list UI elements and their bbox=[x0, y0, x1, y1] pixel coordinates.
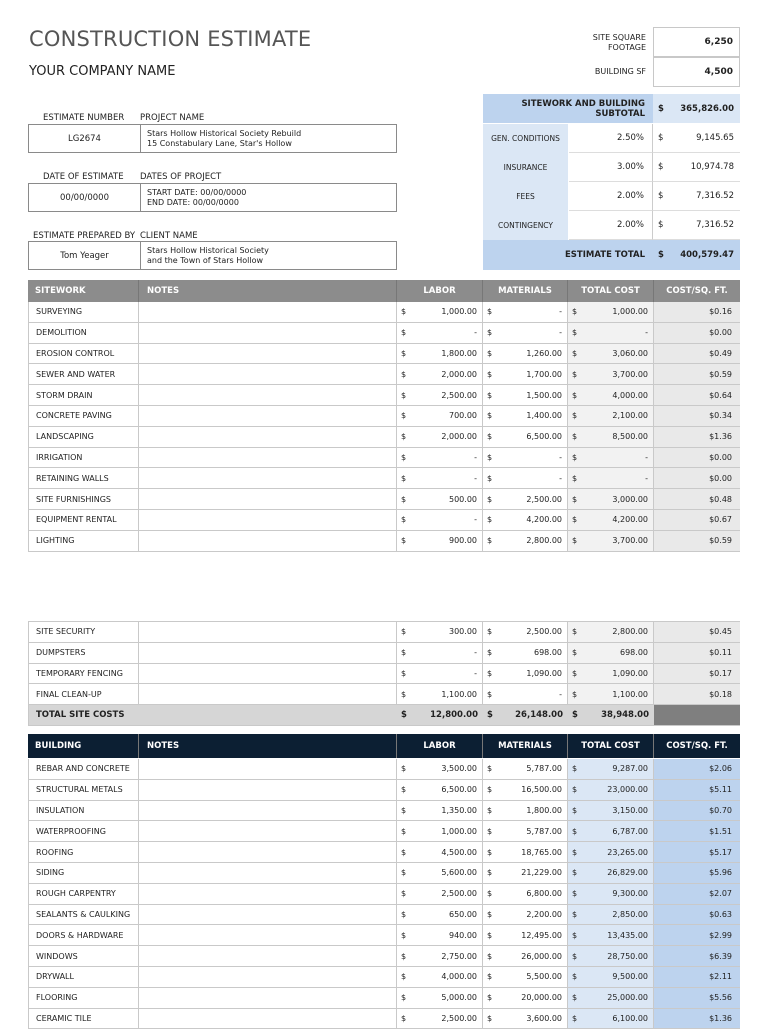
row-cost-sqft: $5.96 bbox=[654, 863, 740, 883]
table-row bbox=[28, 684, 740, 705]
row-item: INSULATION bbox=[28, 801, 139, 821]
row-materials[interactable]: $ 26,000.00 bbox=[483, 946, 568, 966]
row-cost-sqft: $2.06 bbox=[654, 759, 740, 779]
summary-row-pct[interactable]: 3.00% bbox=[569, 153, 653, 182]
client-name-label: CLIENT NAME bbox=[140, 231, 198, 241]
row-total: $ 9,300.00 bbox=[568, 884, 654, 904]
row-item: LANDSCAPING bbox=[28, 427, 139, 447]
row-item: DOORS & HARDWARE bbox=[28, 925, 139, 945]
row-notes[interactable] bbox=[139, 448, 397, 468]
row-cost-sqft: $0.59 bbox=[654, 364, 740, 384]
row-item: WATERPROOFING bbox=[28, 821, 139, 841]
summary-row bbox=[483, 211, 740, 240]
summary-row-name: FEES bbox=[483, 182, 569, 211]
row-labor[interactable]: $ - bbox=[397, 510, 483, 530]
row-cost-sqft: $0.49 bbox=[654, 344, 740, 364]
row-total: $ 3,060.00 bbox=[568, 344, 654, 364]
row-cost-sqft: $0.34 bbox=[654, 406, 740, 426]
estimate-number-field[interactable]: LG2674 bbox=[29, 125, 141, 152]
row-notes[interactable] bbox=[139, 468, 397, 488]
summary-row-name: CONTINGENCY bbox=[483, 211, 569, 240]
row-cost-sqft: $1.51 bbox=[654, 821, 740, 841]
row-cost-sqft: $0.70 bbox=[654, 801, 740, 821]
row-total: $ - bbox=[568, 468, 654, 488]
row-labor[interactable]: $ 1,000.00 bbox=[397, 302, 483, 322]
row-labor[interactable]: $ 1,350.00 bbox=[397, 801, 483, 821]
row-cost-sqft: $0.00 bbox=[654, 448, 740, 468]
row-notes[interactable] bbox=[139, 406, 397, 426]
row-total: $ - bbox=[568, 448, 654, 468]
col-cost-sqft: COST/SQ. FT. bbox=[666, 741, 728, 751]
total-site-costs-row bbox=[28, 705, 740, 726]
table-row bbox=[28, 842, 740, 863]
row-cost-sqft: $5.11 bbox=[654, 780, 740, 800]
date-estimate-field[interactable]: 00/00/0000 bbox=[29, 184, 141, 211]
row-item: EQUIPMENT RENTAL bbox=[28, 510, 139, 530]
row-labor[interactable]: $ 4,000.00 bbox=[397, 967, 483, 987]
table-row bbox=[28, 622, 740, 643]
row-item: WINDOWS bbox=[28, 946, 139, 966]
dates-project-field[interactable]: START DATE: 00/00/0000 END DATE: 00/00/0000 bbox=[147, 187, 247, 207]
row-notes[interactable] bbox=[139, 344, 397, 364]
summary-total-row bbox=[483, 240, 740, 270]
row-cost-sqft: $2.99 bbox=[654, 925, 740, 945]
row-notes[interactable] bbox=[139, 684, 397, 704]
row-item: SEWER AND WATER bbox=[28, 364, 139, 384]
table-row bbox=[28, 946, 740, 967]
row-cost-sqft: $1.36 bbox=[654, 1009, 740, 1029]
table-row bbox=[28, 468, 740, 489]
summary-row-name: GEN. CONDITIONS bbox=[483, 124, 569, 153]
prepared-client-box bbox=[28, 241, 397, 270]
row-item: REBAR AND CONCRETE bbox=[28, 759, 139, 779]
col-labor: LABOR bbox=[397, 280, 483, 302]
col-materials: MATERIALS bbox=[483, 734, 568, 758]
col-notes: NOTES bbox=[139, 280, 397, 302]
summary-row bbox=[483, 153, 740, 182]
row-notes[interactable] bbox=[139, 780, 397, 800]
row-labor[interactable]: $ 500.00 bbox=[397, 489, 483, 509]
row-total: $ - bbox=[568, 323, 654, 343]
row-labor[interactable]: $ - bbox=[397, 643, 483, 663]
row-item: STRUCTURAL METALS bbox=[28, 780, 139, 800]
row-materials[interactable]: $ 4,200.00 bbox=[483, 510, 568, 530]
row-notes[interactable] bbox=[139, 905, 397, 925]
row-item: FLOORING bbox=[28, 988, 139, 1008]
row-materials[interactable]: $ - bbox=[483, 448, 568, 468]
row-cost-sqft: $1.36 bbox=[654, 427, 740, 447]
sitework-header bbox=[28, 280, 740, 302]
date-estimate-label: DATE OF ESTIMATE bbox=[43, 172, 124, 182]
row-item: DRYWALL bbox=[28, 967, 139, 987]
building-sf-value[interactable]: 4,500 bbox=[653, 57, 740, 87]
row-notes[interactable] bbox=[139, 510, 397, 530]
row-materials[interactable]: $ 2,800.00 bbox=[483, 531, 568, 551]
project-name-field[interactable]: Stars Hollow Historical Society Rebuild 15 Constabulary Lane, Star's Hollow bbox=[147, 128, 302, 148]
table-row bbox=[28, 643, 740, 664]
col-labor: LABOR bbox=[397, 734, 483, 758]
row-total: $ 23,000.00 bbox=[568, 780, 654, 800]
row-total: $ 6,100.00 bbox=[568, 1009, 654, 1029]
row-notes[interactable] bbox=[139, 664, 397, 684]
row-notes[interactable] bbox=[139, 946, 397, 966]
row-labor[interactable]: $ 1,000.00 bbox=[397, 821, 483, 841]
row-materials[interactable]: $ 2,500.00 bbox=[483, 489, 568, 509]
row-cost-sqft: $0.00 bbox=[654, 323, 740, 343]
table-row bbox=[28, 510, 740, 531]
summary-subtotal-row bbox=[483, 94, 740, 123]
company-name: YOUR COMPANY NAME bbox=[29, 64, 176, 79]
table-row bbox=[28, 821, 740, 842]
row-total: $ 8,500.00 bbox=[568, 427, 654, 447]
row-notes[interactable] bbox=[139, 821, 397, 841]
row-labor[interactable]: $ 1,800.00 bbox=[397, 344, 483, 364]
col-sitework: SITEWORK bbox=[28, 280, 139, 302]
row-notes[interactable] bbox=[139, 884, 397, 904]
row-item: DUMPSTERS bbox=[28, 643, 139, 663]
row-materials[interactable]: $ 1,700.00 bbox=[483, 364, 568, 384]
summary-row-value: $ 9,145.65 bbox=[653, 124, 740, 153]
subtotal-label: SITEWORK AND BUILDING SUBTOTAL bbox=[521, 98, 645, 119]
row-labor[interactable]: $ 3,500.00 bbox=[397, 759, 483, 779]
row-notes[interactable] bbox=[139, 801, 397, 821]
row-materials[interactable]: $ - bbox=[483, 302, 568, 322]
row-total: $ 23,265.00 bbox=[568, 842, 654, 862]
row-cost-sqft: $0.00 bbox=[654, 468, 740, 488]
table-row bbox=[28, 925, 740, 946]
row-materials[interactable]: $ 2,500.00 bbox=[483, 622, 568, 642]
row-total: $ 1,090.00 bbox=[568, 664, 654, 684]
row-cost-sqft: $0.64 bbox=[654, 385, 740, 405]
sitework-rows-continued bbox=[28, 621, 740, 705]
sitework-rows bbox=[28, 302, 740, 552]
row-notes[interactable] bbox=[139, 302, 397, 322]
col-total-cost: TOTAL COST bbox=[568, 280, 654, 302]
row-labor[interactable]: $ - bbox=[397, 323, 483, 343]
table-row bbox=[28, 448, 740, 469]
table-row bbox=[28, 884, 740, 905]
row-notes[interactable] bbox=[139, 759, 397, 779]
estimate-number-label: ESTIMATE NUMBER bbox=[43, 113, 125, 123]
row-item: DEMOLITION bbox=[28, 323, 139, 343]
row-materials[interactable]: $ 1,400.00 bbox=[483, 406, 568, 426]
row-cost-sqft: $0.48 bbox=[654, 489, 740, 509]
col-building: BUILDING bbox=[28, 734, 139, 758]
row-total: $ 6,787.00 bbox=[568, 821, 654, 841]
row-total: $ 3,700.00 bbox=[568, 364, 654, 384]
row-cost-sqft: $5.17 bbox=[654, 842, 740, 862]
row-total: $ 9,500.00 bbox=[568, 967, 654, 987]
table-row bbox=[28, 988, 740, 1009]
row-total: $ 2,100.00 bbox=[568, 406, 654, 426]
row-labor[interactable]: $ - bbox=[397, 448, 483, 468]
row-notes[interactable] bbox=[139, 988, 397, 1008]
row-item: RETAINING WALLS bbox=[28, 468, 139, 488]
prepared-by-field[interactable]: Tom Yeager bbox=[29, 242, 141, 269]
row-cost-sqft: $0.11 bbox=[654, 643, 740, 663]
row-notes[interactable] bbox=[139, 643, 397, 663]
table-row bbox=[28, 344, 740, 365]
row-labor[interactable]: $ 5,600.00 bbox=[397, 863, 483, 883]
row-materials[interactable]: $ 2,200.00 bbox=[483, 905, 568, 925]
row-labor[interactable]: $ - bbox=[397, 664, 483, 684]
total-materials: $ 26,148.00 bbox=[487, 710, 563, 720]
row-notes[interactable] bbox=[139, 489, 397, 509]
row-item: CERAMIC TILE bbox=[28, 1009, 139, 1029]
row-labor[interactable]: $ 940.00 bbox=[397, 925, 483, 945]
row-cost-sqft: $0.45 bbox=[654, 622, 740, 642]
total-labor: $ 12,800.00 bbox=[401, 710, 478, 720]
row-labor[interactable]: $ 900.00 bbox=[397, 531, 483, 551]
col-materials: MATERIALS bbox=[483, 280, 568, 302]
row-item: TEMPORARY FENCING bbox=[28, 664, 139, 684]
row-item: IRRIGATION bbox=[28, 448, 139, 468]
row-notes[interactable] bbox=[139, 863, 397, 883]
document-title: CONSTRUCTION ESTIMATE bbox=[29, 27, 312, 51]
row-cost-sqft: $0.17 bbox=[654, 664, 740, 684]
summary-row bbox=[483, 124, 740, 153]
row-notes[interactable] bbox=[139, 364, 397, 384]
row-materials[interactable]: $ 698.00 bbox=[483, 643, 568, 663]
table-row bbox=[28, 759, 740, 780]
row-item: STORM DRAIN bbox=[28, 385, 139, 405]
table-row bbox=[28, 967, 740, 988]
row-total: $ 3,700.00 bbox=[568, 531, 654, 551]
row-notes[interactable] bbox=[139, 427, 397, 447]
row-cost-sqft: $6.39 bbox=[654, 946, 740, 966]
table-row bbox=[28, 427, 740, 448]
table-row bbox=[28, 780, 740, 801]
table-row bbox=[28, 801, 740, 822]
table-row bbox=[28, 323, 740, 344]
table-row bbox=[28, 302, 740, 323]
row-total: $ 698.00 bbox=[568, 643, 654, 663]
row-labor[interactable]: $ 2,500.00 bbox=[397, 385, 483, 405]
row-cost-sqft: $0.59 bbox=[654, 531, 740, 551]
col-notes: NOTES bbox=[139, 734, 397, 758]
row-cost-sqft: $0.18 bbox=[654, 684, 740, 704]
total-cost: $ 38,948.00 bbox=[572, 710, 649, 720]
estimate-total-label: ESTIMATE TOTAL bbox=[565, 250, 645, 260]
building-sf-label: BUILDING SF bbox=[594, 67, 646, 76]
row-item: SITE FURNISHINGS bbox=[28, 489, 139, 509]
row-materials[interactable]: $ 16,500.00 bbox=[483, 780, 568, 800]
row-notes[interactable] bbox=[139, 385, 397, 405]
summary-row-pct[interactable]: 2.00% bbox=[569, 211, 653, 240]
prepared-by-label: ESTIMATE PREPARED BY bbox=[33, 231, 136, 241]
sitework-total bbox=[28, 705, 740, 726]
row-materials[interactable]: $ - bbox=[483, 684, 568, 704]
table-row bbox=[28, 905, 740, 926]
table-row bbox=[28, 664, 740, 685]
table-row bbox=[28, 1009, 740, 1029]
table-row bbox=[28, 863, 740, 884]
table-row bbox=[28, 489, 740, 510]
building-rows bbox=[28, 759, 740, 1029]
row-item: SEALANTS & CAULKING bbox=[28, 905, 139, 925]
row-notes[interactable] bbox=[139, 622, 397, 642]
row-labor[interactable]: $ 650.00 bbox=[397, 905, 483, 925]
row-materials[interactable]: $ 6,500.00 bbox=[483, 427, 568, 447]
site-sf-label: SITE SQUARE FOOTAGE bbox=[592, 33, 646, 52]
row-item: SITE SECURITY bbox=[28, 622, 139, 642]
dates-box bbox=[28, 183, 397, 212]
estimate-project-box bbox=[28, 124, 397, 153]
row-notes[interactable] bbox=[139, 323, 397, 343]
row-materials[interactable]: $ 18,765.00 bbox=[483, 842, 568, 862]
project-name-label: PROJECT NAME bbox=[140, 113, 205, 123]
row-item: EROSION CONTROL bbox=[28, 344, 139, 364]
row-notes[interactable] bbox=[139, 1009, 397, 1029]
row-notes[interactable] bbox=[139, 531, 397, 551]
row-materials[interactable]: $ 12,495.00 bbox=[483, 925, 568, 945]
row-cost-sqft: $0.67 bbox=[654, 510, 740, 530]
row-materials[interactable]: $ 21,229.00 bbox=[483, 863, 568, 883]
row-total: $ 28,750.00 bbox=[568, 946, 654, 966]
row-labor[interactable]: $ 2,500.00 bbox=[397, 884, 483, 904]
row-labor[interactable]: $ 1,100.00 bbox=[397, 684, 483, 704]
row-cost-sqft: $0.63 bbox=[654, 905, 740, 925]
row-cost-sqft: $5.56 bbox=[654, 988, 740, 1008]
row-labor[interactable]: $ - bbox=[397, 468, 483, 488]
row-total: $ 9,287.00 bbox=[568, 759, 654, 779]
row-materials[interactable]: $ 1,260.00 bbox=[483, 344, 568, 364]
col-cost-sqft: COST/SQ. FT. bbox=[666, 286, 728, 296]
row-labor[interactable]: $ 2,000.00 bbox=[397, 364, 483, 384]
row-materials[interactable]: $ 5,787.00 bbox=[483, 821, 568, 841]
site-sf-value[interactable]: 6,250 bbox=[653, 27, 740, 57]
summary-row-value: $ 10,974.78 bbox=[653, 153, 740, 182]
summary-row-pct[interactable]: 2.50% bbox=[569, 124, 653, 153]
row-labor[interactable]: $ 2,500.00 bbox=[397, 1009, 483, 1029]
row-notes[interactable] bbox=[139, 967, 397, 987]
row-materials[interactable]: $ 1,500.00 bbox=[483, 385, 568, 405]
row-labor[interactable]: $ 6,500.00 bbox=[397, 780, 483, 800]
row-total: $ 1,100.00 bbox=[568, 684, 654, 704]
client-name-field[interactable]: Stars Hollow Historical Society and the Town of Stars Hollow bbox=[147, 245, 269, 265]
row-total: $ 4,000.00 bbox=[568, 385, 654, 405]
table-row bbox=[28, 531, 740, 552]
row-notes[interactable] bbox=[139, 925, 397, 945]
summary-row-value: $ 7,316.52 bbox=[653, 182, 740, 211]
row-total: $ 3,000.00 bbox=[568, 489, 654, 509]
building-header bbox=[28, 734, 740, 758]
row-cost-sqft: $0.16 bbox=[654, 302, 740, 322]
subtotal-value: $ 365,826.00 bbox=[653, 94, 740, 123]
row-total: $ 25,000.00 bbox=[568, 988, 654, 1008]
row-materials[interactable]: $ 5,500.00 bbox=[483, 967, 568, 987]
summary-row-pct[interactable]: 2.00% bbox=[569, 182, 653, 211]
row-notes[interactable] bbox=[139, 842, 397, 862]
row-total: $ 1,000.00 bbox=[568, 302, 654, 322]
row-materials[interactable]: $ 5,787.00 bbox=[483, 759, 568, 779]
row-labor[interactable]: $ 5,000.00 bbox=[397, 988, 483, 1008]
row-materials[interactable]: $ - bbox=[483, 323, 568, 343]
summary-row-name: INSURANCE bbox=[483, 153, 569, 182]
row-total: $ 2,850.00 bbox=[568, 905, 654, 925]
estimate-total-value: $ 400,579.47 bbox=[653, 240, 740, 270]
row-materials[interactable]: $ 6,800.00 bbox=[483, 884, 568, 904]
row-total: $ 4,200.00 bbox=[568, 510, 654, 530]
row-total: $ 2,800.00 bbox=[568, 622, 654, 642]
row-labor[interactable]: $ 4,500.00 bbox=[397, 842, 483, 862]
col-total-cost: TOTAL COST bbox=[568, 734, 654, 758]
row-labor[interactable]: $ 300.00 bbox=[397, 622, 483, 642]
row-cost-sqft: $2.11 bbox=[654, 967, 740, 987]
row-materials[interactable]: $ 3,600.00 bbox=[483, 1009, 568, 1029]
row-item: ROOFING bbox=[28, 842, 139, 862]
row-labor[interactable]: $ 2,750.00 bbox=[397, 946, 483, 966]
row-materials[interactable]: $ 1,800.00 bbox=[483, 801, 568, 821]
row-total: $ 3,150.00 bbox=[568, 801, 654, 821]
row-item: SIDING bbox=[28, 863, 139, 883]
summary-row-value: $ 7,316.52 bbox=[653, 211, 740, 240]
row-item: FINAL CLEAN-UP bbox=[28, 684, 139, 704]
row-labor[interactable]: $ 2,000.00 bbox=[397, 427, 483, 447]
row-materials[interactable]: $ 20,000.00 bbox=[483, 988, 568, 1008]
row-materials[interactable]: $ - bbox=[483, 468, 568, 488]
row-labor[interactable]: $ 700.00 bbox=[397, 406, 483, 426]
row-item: ROUGH CARPENTRY bbox=[28, 884, 139, 904]
row-item: LIGHTING bbox=[28, 531, 139, 551]
total-sqft-cell bbox=[654, 705, 740, 725]
dates-project-label: DATES OF PROJECT bbox=[140, 172, 222, 182]
row-item: CONCRETE PAVING bbox=[28, 406, 139, 426]
table-row bbox=[28, 364, 740, 385]
table-row bbox=[28, 406, 740, 427]
row-materials[interactable]: $ 1,090.00 bbox=[483, 664, 568, 684]
row-cost-sqft: $2.07 bbox=[654, 884, 740, 904]
summary-row bbox=[483, 182, 740, 211]
table-row bbox=[28, 385, 740, 406]
row-total: $ 26,829.00 bbox=[568, 863, 654, 883]
total-site-costs-label: TOTAL SITE COSTS bbox=[28, 705, 397, 725]
row-item: SURVEYING bbox=[28, 302, 139, 322]
row-total: $ 13,435.00 bbox=[568, 925, 654, 945]
